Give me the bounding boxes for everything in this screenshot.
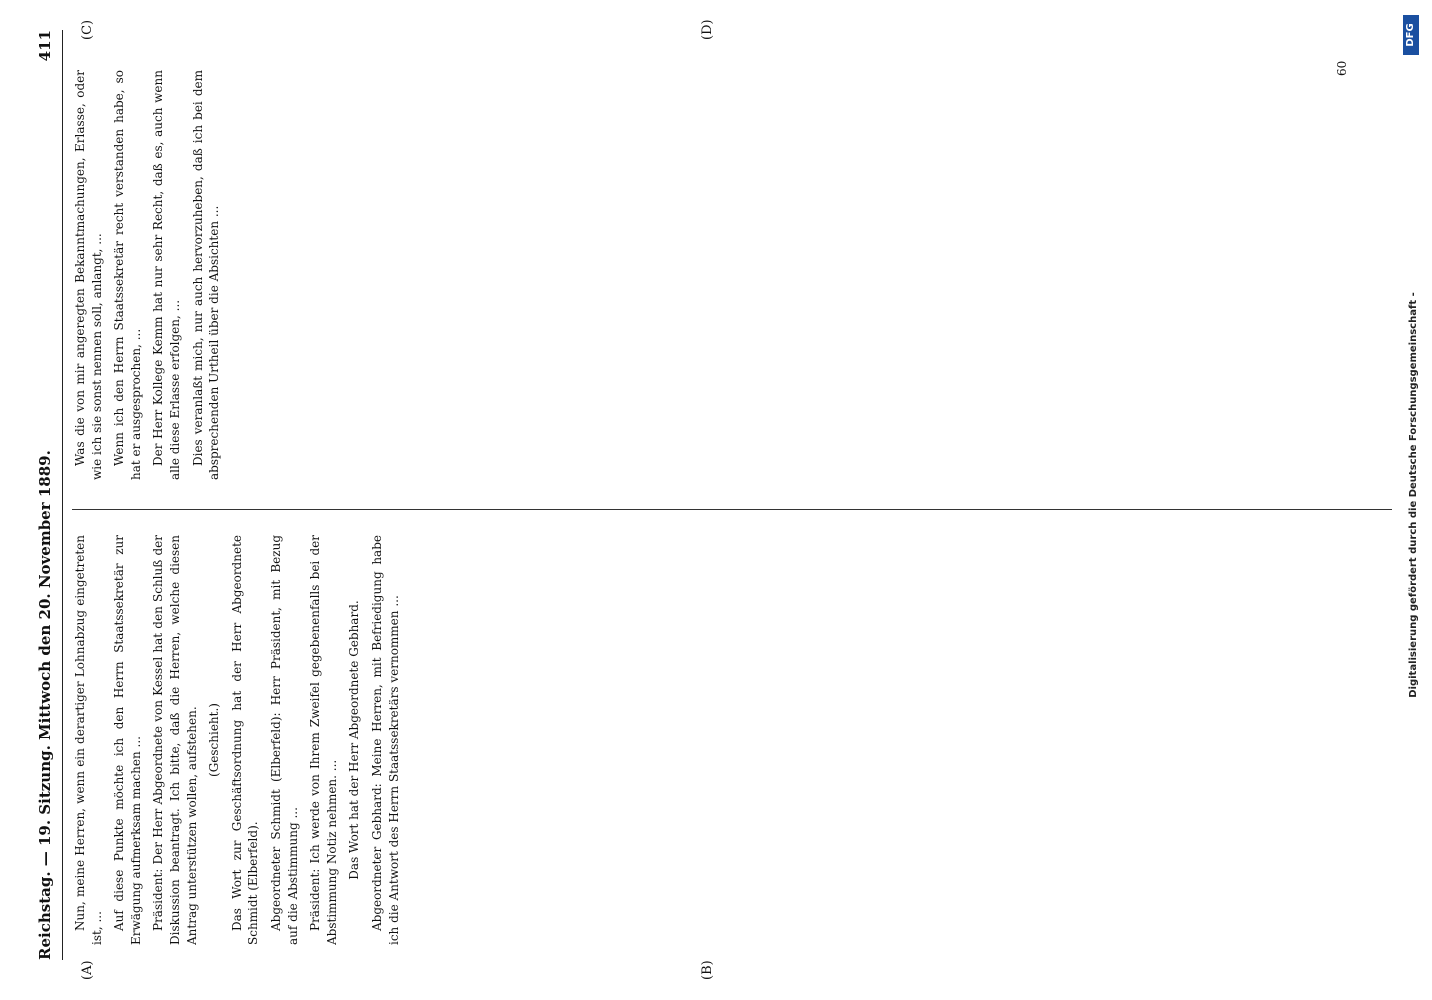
page-reference: 60 xyxy=(1335,60,1349,76)
header-title: Reichstag. — 19. Sitzung. Mittwoch den 20. November 1889. xyxy=(36,450,54,960)
paragraph: Präsident: Ich werde von Ihrem Zweifel gegebenenfalls bei der Abstimmung Notiz nehmen. ... xyxy=(308,535,339,945)
margin-marker-a: (A) xyxy=(80,960,95,980)
paragraph: Nun, meine Herren, wenn ein derartiger Lohnabzug eingetreten ist, ... xyxy=(73,535,104,945)
paragraph: Abgeordneter Gebhard: Meine Herren, mit Befriedigung habe ich die Antwort des Herrn Staatssekretärs vernommen ... xyxy=(369,535,401,945)
column-separator xyxy=(72,509,1392,510)
digitization-credit: Digitalisierung gefördert durch die Deutsche Forschungsgemeinschaft - xyxy=(1408,292,1419,698)
paragraph: Präsident: Der Herr Abgeordnete von Kessel hat den Schluß der Diskussion beantragt. Ich bitte, daß die Herren, welche diesen Antrag unterstützen wollen, aufstehen. xyxy=(151,535,199,945)
left-column xyxy=(72,535,1392,945)
margin-marker-d: (D) xyxy=(700,19,715,40)
paragraph: Dies veranlaßt mich, nur auch hervorzuheben, daß ich bei dem absprechenden Urtheil über die Absichten ... xyxy=(190,70,222,480)
dfg-logo: DFG xyxy=(1403,15,1419,55)
running-header xyxy=(36,30,60,960)
paragraph: (Geschieht.) xyxy=(207,703,222,777)
paragraph: Wenn ich den Herrn Staatssekretär recht verstanden habe, so hat er ausgesprochen, ... xyxy=(112,70,143,480)
paragraph: Was die von mir angeregten Bekanntmachungen, Erlasse, oder wie ich sie sonst nennen soll, anlangt, ... xyxy=(73,70,104,480)
header-rule xyxy=(62,30,63,960)
margin-marker-b: (B) xyxy=(700,960,715,980)
paragraph: Der Herr Kollege Kemm hat nur sehr Recht, daß es, auch wenn alle diese Erlasse erfolgen, ... xyxy=(151,70,182,480)
page-number: 411 xyxy=(36,30,54,62)
paragraph: Das Wort zur Geschäftsordnung hat der Herr Abgeordnete Schmidt (Elberfeld). xyxy=(229,535,261,945)
paragraph: Auf diese Punkte möchte ich den Herrn Staatssekretär zur Erwägung aufmerksam machen ... xyxy=(112,535,143,945)
paragraph: Abgeordneter Schmidt (Elberfeld): Herr Präsident, mit Bezug auf die Abstimmung ... xyxy=(268,535,300,945)
paragraph: Das Wort hat der Herr Abgeordnete Gebhard. xyxy=(347,600,362,880)
margin-marker-c: (C) xyxy=(80,19,95,40)
right-column xyxy=(72,70,1392,480)
